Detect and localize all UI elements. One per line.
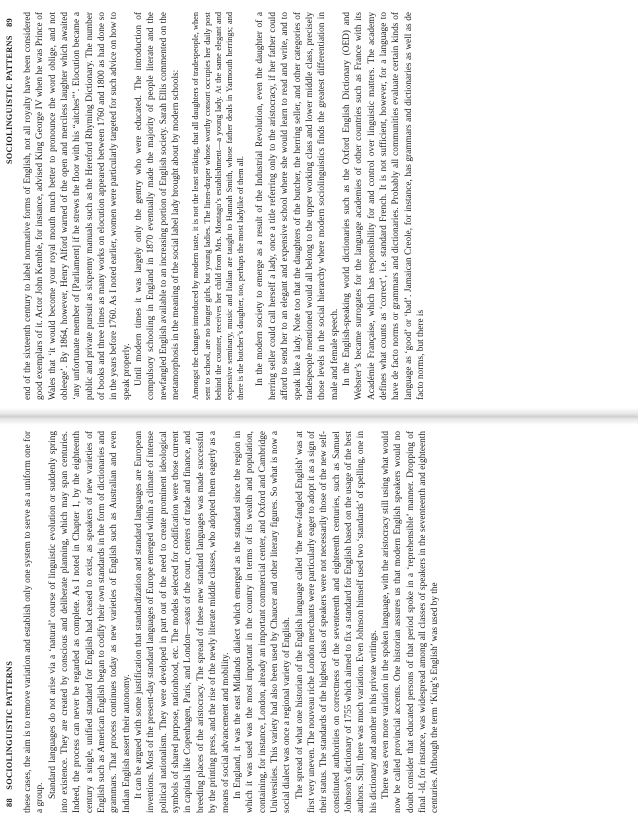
book-gutter (0, 408, 638, 425)
block-quotation: Amongst the changes introduced by modern taste, it is not the least striking, that all daughters of tradespeople, when sent to school, are no longer girls, but young ladies. The linen-draper whose worthy consort occupies her daily post behind the counter, receives her child from Mrs. Montagu’s establishment—a young lady. At the same elegant and expensive seminary, music and Italian are taught to Hannah Smith, whose father deals in Yarmouth herrings; and there is the butcher’s daughter, too, perhaps the most ladylike of them all. (191, 12, 246, 400)
right-paragraph-3: In the modern society to emerge as a result of the Industrial Revolution, even the daughter of a herring seller could call herself a lady, once a title referring only to the aristocracy, if her father could afford to send her to an elegant and expensive school where she would learn to read and write, and to speak like a lady. Note too that the daughters of the butcher, the herring seller, and other categories of tradespeople mentioned would all belong to the upper working class and lower middle class, precisely those levels in the social hierarchy where modern sociolinguistics finds the greatest differentiation in male and female speech. (255, 12, 340, 400)
right-paragraph-2: Until modern times it was largely only the gentry who were educated. The introduction of compulsory schooling in England in 1870 eventually made the majority of people literate and the newfangled English available to an increasing portion of English society. Sarah Ellis commented on the metamorphosis in the meaning of the social label lady brought about by modern schools: (134, 12, 182, 400)
right-page-number: 89 (5, 18, 14, 27)
right-page (4, 6, 629, 408)
right-running-head (4, 12, 16, 400)
left-running-head (4, 431, 16, 813)
left-paragraph-3: It can be argued with some justification that standardization and standard languages are European inventions. Most of the present-day standard languages of Europe emerged within a climate of intense political nationalism. They were developed in part out of the need to create prominent ideological symbols of shared purpose, nationhood, etc. The models selected for codification were those current in capitals like Copenhagen, Paris, and London—seats of the court, centers of trade and finance, and breeding places of the aristocracy. The spread of these new standard languages was made successful by the printing press, and the rise of the newly literate middle classes, who adopted them eagerly as a means of social advancement and mobility. (134, 431, 231, 813)
left-paragraph-1: these cases, the aim is to remove variation and establish only one system to serve as a uniform one for a group. (23, 431, 46, 813)
right-running-head-title: SOCIOLINGUISTIC PATTERNS (5, 35, 14, 165)
right-paragraph-1: end of the sixteenth century to label normative forms of English, not all royalty have been considered good exemplars of it. Actor John Kemble, for instance, advised King George IV when he was Prince of Wales that ‘it would become your royal mouth much better to pronounce the word oblige, and not obleege’. By 1864, however, Henry Alford warned of the open and merciless laughter which awaited ‘any unfortunate member of [Parliament] if he strews the floor with his “aitches”’. Elocution became a public and private pursuit as sixpenny manuals such as the Hereford Rhyming Dictionary. The number of books and three times as many works on elocution appeared between 1760 and 1800 as had done so in the years before 1760. As I noted earlier, women were particularly targeted for such advice on how to speak properly. (23, 12, 132, 400)
left-paragraph-4: In England, it was the east Midlands dialect which emerged as the standard since the region in which it was used was the most important in the country in terms of its wealth and population, containing, for instance, London, already an important commercial center, and Oxford and Cambridge Universities. This variety had also been used by Chaucer and other literary figures. So what is now a social dialect was once a regional variety of English. (232, 431, 293, 813)
left-paragraph-2: Standard languages do not arise via a ‘natural’ course of linguistic evolution or suddenly spring into existence. They are created by conscious and deliberate planning, which may span centuries. Indeed, the process can never be regarded as complete. As I noted in Chapter 1, by the eighteenth century a single, unified standard for English had ceased to exist, as speakers of new varieties of English such as American English began to codify their own standards in the form of dictionaries and grammars. That process continues today as new varieties of English such as Australian and even Indian English assert their autonomy. (47, 431, 132, 813)
left-page (4, 425, 629, 817)
right-paragraph-4: In the English-speaking world dictionaries such as the Oxford English Dictionary (OED) and Webster’s became surrogates for the language academies of other countries such as France with its Académie Française, which has responsibility for and control over linguistic matters. The academy defines what counts as ‘correct’, i.e. standard French. It is not sufficient, however, for a language to have de facto norms or grammars and dictionaries. Probably all communities evaluate certain kinds of language as ‘good’ or ‘bad’. Jamaican Creole, for instance, has grammars and dictionaries as well as de facto norms, but there is (341, 12, 426, 400)
left-paragraph-6: There was even more variation in the spoken language, with the aristocracy still using what would now be called provincial accents. One historian assures us that modern English speakers would no doubt consider that educated persons of that period spoke in a ‘reprehensible’ manner. Dropping of final -ld, for instance, was widespread among all classes of speakers in the seventeenth and eighteenth centuries. Although the term ‘King’s English’ was used by the (380, 431, 441, 813)
left-paragraph-5: The spread of what one historian of the English language called ‘the new-fangled English’ was at first very uneven. The nouveau riche London merchants were particularly eager to adopt it as a sign of their status. The standards of the highest class of speakers were not necessarily those of the new self-constituted authorities on correctness of the seventeenth and eighteenth centuries, such as Samuel Johnson’s dictionary of 1755 which aimed to fix a standard for English based on the usage of the best authors. Still, there was much variation. Even Johnson himself used two ‘standards’ of spelling, one in his dictionary and another in his private writings. (294, 431, 379, 813)
left-page-number: 88 (5, 798, 14, 807)
left-running-head-title: SOCIOLINGUISTIC PATTERNS (5, 660, 14, 790)
